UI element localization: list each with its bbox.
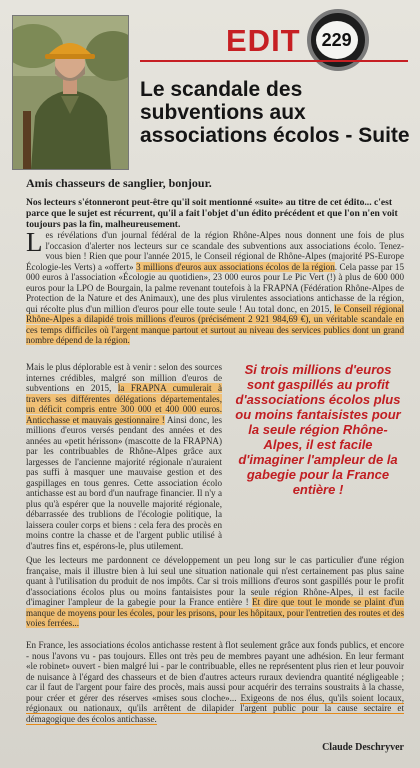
paragraph-text: es révélations d'un journal fédéral de la région Rhône-Alpes nous donnent une fois de plus l'occasion d'alerter nos lecteurs sur ce scandale des subventions aux associations écolo. Tenez-vous bien ! Rien que pour l'année 2015, le Conseil régional de Rhône-Alpes (majorité PS-Europe Écologie-les Verts) a «offert» bbox=[26, 230, 404, 272]
underlined-text: Exigeons de nos élus, qu'ils soient locaux, régionaux ou nationaux, qu'ils arrêtent de dilapider l'argent public pour la cause sectaire et démagogique des écolos antichasse. bbox=[26, 692, 404, 724]
highlighted-text: Et dire que tout le monde se plaint d'un manque de moyens pour les écoles, pour les prisons, pour les hôpitaux, pour l'entretien des routes et des voies ferrées... bbox=[26, 597, 404, 628]
edit-rule-divider bbox=[140, 60, 408, 62]
paragraph-text: . Cela passe par 15 000 euros à l'association «Écologie au quotidien», 23 000 euros pour Le Pic Vert (!) à plus de 600 000 euros pour la LPO de Bourgain, la palme revenant toutefois à la FRAPNA (Fédération Rhône-Alpes de Protection de la Nature et des Animaux), une des plus virulentes associations antichasse de la région, qui récolte plus d'un million d'euros pour elle toute seule ! Au total donc, en 2015, bbox=[26, 261, 404, 314]
paragraph-text: Que les lecteurs me pardonnent ce développement un peu long sur le cas particulier d'une région française, mais il illustre bien à lui seul une situation nationale qui n'est certainement pas plus saine quant à l'utilisation du produit de nos impôts. Car si trois millions d'euros sont gaspillés pour le profit d'associations écolos plus ou moins fantaisistes pour la seule région Rhône-Alpes, il est facile d'imaginer l'ampleur de la gabegie pour la France entière ! bbox=[26, 555, 404, 607]
highlighted-text: la FRAPNA cumulerait à travers ses différentes délégations départementales, un déficit compris entre 300 000 et 400 000 euros. Anticchasse et mauvais gestionnaire ! bbox=[26, 383, 222, 425]
author-photo bbox=[12, 15, 129, 170]
body-paragraph-3 bbox=[26, 555, 404, 629]
pull-quote: Si trois millions d'euros sont gaspillés au profit d'associations écolos plus ou moins fantaisistes pour la seule région Rhône-Alpes, il est facile d'imaginer l'ampleur de la gabegie pour la France entière ! bbox=[235, 362, 401, 497]
paragraph-text: Ainsi donc, les millions d'euros versés pendant des années et des années au «petit hérisson» (mascotte de la FRAPNA) par les contribuables de Rhône-Alpes grâce aux largesses de l'ancienne majorité régionale n'auraient pas suffi à masquer une mauvaise gestion et des gaspillages en tous genres. Cette association écolo antichasse est au bord d'un naufrage financier. Il n'y a plus qu'à espérer que la nouvelle majorité régionale, débarrassée des trublions de l'écologie politique, la laissera couler corps et biens : cela fera des procès en moins contre la chasse et de l'argent public utilisé à d'autres fins et, espérons-le, plus utilement. bbox=[26, 414, 222, 551]
greeting: Amis chasseurs de sanglier, bonjour. bbox=[26, 176, 212, 190]
drop-cap: L bbox=[26, 227, 43, 257]
portrait-photo-icon bbox=[13, 16, 128, 169]
body-paragraph-1 bbox=[26, 227, 404, 346]
paragraph-text: En France, les associations écolos antichasse restent à flot seulement grâce aux fonds publics, et encore - nous l'avons vu - pas toujours. Elles ont très peu de membres payant une adhésion. En leur fermant «le robinet» ouvert - bien malgré lui - par le contribuable, elles ne représentent plus rien et leur pouvoir de nuisance à l'égard des chasseurs et de bien d'autres acteurs ruraux deviendra quantité négligeable ; car il faut de l'argent pour faire des procès, mais aussi pour acquérir des terrains soustraits à la chasse, pour créer et gérer des réserves «mises sous cloche»... bbox=[26, 640, 404, 703]
body-paragraph-2 bbox=[26, 362, 222, 551]
author-signature: Claude Deschryver bbox=[322, 742, 404, 753]
edit-label: EDIT bbox=[226, 22, 301, 58]
headline: Le scandale des subventions aux associations écolos - Suite bbox=[140, 78, 410, 147]
highlighted-text: le Conseil régional Rhône-Alpes a dilapidé trois millions d'euros (précisément 2 921 984,69 €), un véritable scandale en ces temps difficiles où l'argent manque partout et surtout au niveau des services publics dont un grand nombre dépend de la région. bbox=[26, 303, 404, 345]
issue-number: 229 bbox=[316, 21, 358, 59]
intro-paragraph: Nos lecteurs s'étonneront peut-être qu'il soit mentionné «suite» au titre de cet édito... c'est parce que le sujet est récurrent, qu'il a fait l'objet d'un édito précédent et que l'on n'en voit toujours pas la fin, malheureusement. bbox=[26, 197, 398, 230]
body-paragraph-4 bbox=[26, 640, 404, 724]
highlighted-text: 3 millions d'euros aux associations écolos de la région bbox=[136, 261, 335, 272]
paragraph-text: Mais le plus déplorable est à venir : selon des sources internes crédibles, malgré son million d'euros de subventions en 2015, bbox=[26, 362, 222, 393]
